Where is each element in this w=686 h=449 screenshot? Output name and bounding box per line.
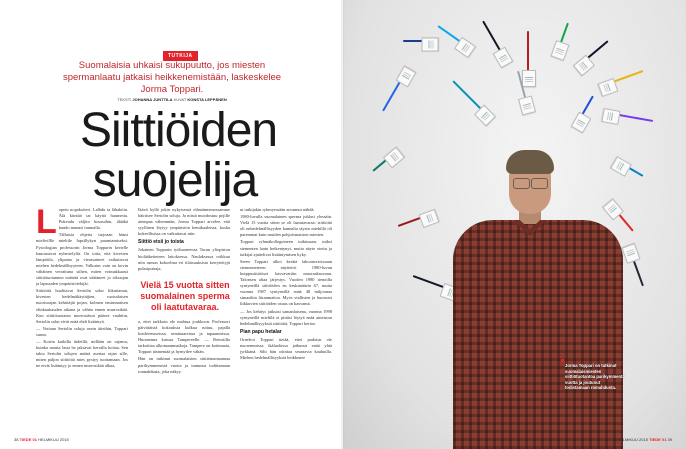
footer-right [617, 437, 672, 442]
col3-para: Ornelroi Toppari tietää, ettei pudotus ole nuoremmissa ikäluokissa jatkunut enää yhtä jyrkkänä. Silti hän odottaa seuraavia kauhuilla. Miehen hedelmällisyyksiä heikkenee [240, 336, 332, 361]
page-gutter [341, 0, 345, 449]
issue-right: 01 [661, 437, 667, 442]
id-badge [422, 38, 439, 52]
date-right: HELMIKUU 2015 [617, 437, 648, 442]
id-badge [522, 70, 536, 87]
photo-caption: Jorma Toppari on tutkinut suomalaismiesten siittiötuotantoa parikymmentä vuotta ja joutunut todistamaan romahdusta. [565, 363, 625, 390]
credits-text-author: JOHANNA JUNTTILA [132, 97, 173, 102]
lens-right [531, 178, 548, 189]
dropcap: L [36, 207, 57, 241]
body-column-2 [138, 207, 230, 422]
col1-para: — Vertaan Sertolin soluja usein äiteihin, Toppari sanoo. [36, 325, 128, 337]
headline-line-1: Siittiöiden [80, 104, 278, 157]
col1-para: Tällaisia ohjeita tarjoaan hänsi mielivillle mieltile lapsillykyn parantamiseksi. Fysiologian professorin Jorma Topparin kertelle kaurastavat nyhertelyltä. On totta, että kivesten lämpötila, ylipaino ja vierasaineet vaikuttavat miehen hedelmällisyyteen. Valkutus vain on kovin vähäinen verrattuna siihen, miten voimakkaasti siittiötuotannon määrää ovat säätäneet jo siksiajan ja lapsuuden ympäristötekijät. [36, 232, 128, 287]
col3-para: 1980-luvulla suomalainen sperma juhlasi ylessäin. Vielä 15 vuotta sitten se oli laatutavaraa: siittiöitä oli nehedelmällisyyden kannalta täysin miehillä oli paremmat kuin muiden pohjoismaisten miesten. [240, 214, 332, 238]
body-column-3 [240, 207, 332, 422]
pullquote: Vielä 15 vuotta sitten suomalainen sperma oli laatutavaraa. [140, 280, 230, 312]
col3-para: — Jos kehitys jatkuisi samanlaisena, vuonna 1998 syntyneillä mieltilä ei pitäisi löytyä enää aineiston hedelmällisyyksiä siittiöitä, Toppari kertoo. [240, 308, 332, 326]
headline [80, 104, 278, 207]
col1-para: — Koirin kaikilla äideillä, millään on rajansa, kuinka monta lasta he jaksavat kerralla hoitaa. Sen takia Sertolin solujen määrä asettaa rajan sille, miten paljon siittiöitä mies pystyy tuottamaan. Jos ne eivät lisääntyy jo ennen murrosikää alkaa, [36, 338, 128, 369]
plaid-shirt [453, 220, 623, 449]
glasses-icon [511, 178, 549, 188]
footer-left [14, 437, 69, 442]
brand-left: TIEDE [19, 437, 32, 442]
credits-photo-label: KUVAT [173, 97, 187, 102]
lanyard-strap [527, 31, 529, 75]
brand-right: TIEDE [649, 437, 661, 442]
issue-left: 01 [32, 437, 37, 442]
page-number-left: 38 [14, 437, 19, 442]
portrait-photo [443, 150, 643, 449]
col1-para: opetu nopakoiteri. Lalhdu ta lähaköin. Älä kiintää tai käyttä huumetta. Pukeudu väljiin housuihin, älääkä haudo munasi tuumalla. [58, 207, 128, 231]
headline-line-2: suojelija [92, 154, 258, 207]
credits-text-label: TEKSTI [117, 97, 132, 102]
col3-para: Toppari ryhmäkollegoineen tutkimaan, miksi siementen laatu heikentynyt, mutta näyte otettu ja tutkijat ajattelivat lisääntymisen kyky. [240, 239, 332, 257]
credits-photo-author: KONSTA LEPPÄNEN [187, 97, 227, 102]
date-left: HELMIKUU 2015 [38, 437, 69, 442]
hair [506, 150, 554, 174]
col3-subhead: Pian papu hetalar [240, 328, 282, 335]
col3-para: Steen Toppari alkoi kerätä laboratorioissaan siemennesteen näytteitä. 1980-luvun huippusiittiöiset kasvavattiin muoraaksuvaan. Talonsen altaa järjestys. Vuoden 1980 tienoilla syntyneillä siittiöiden en keskimäärin 67, mutta vuonna 1987 syntyneillä enää 48 miljoonaa simasikin litranmaitoa. Myös viallisten ja huonosti liikkuvien siittiöiden osuus on kasvanut. [240, 258, 332, 307]
deck-text: Suomalaisia uhkaisi sukupuutto, jos miesten spermanlaatu jatkaisi heikkenemistään, laskeskelee Jorma Toppari. [62, 60, 282, 95]
page-number-right: 39 [667, 437, 672, 442]
lens-left [513, 178, 530, 189]
col2-para: Ikävä kyllä jokin nykyisessä elämänmenossamme häiritsee Sertolin soluja. Ja niistä muodostuu pojille aiempaa vähemmän, Jorma Toppari arvelee, että syyllinen löytyy ympäristön kemikaaleista, koska kokeellisissa on vaikuttavat niin. [138, 207, 230, 237]
col2-para: Hän on tutkinut suomalaisten siittiömainaamaa pariliymmenestä vuotta ja tuntunut todittamaan ronnahdusta, joka näkyy [138, 356, 230, 374]
body-column-1 [36, 207, 128, 422]
section-tag: TUTKIJA [163, 51, 198, 61]
col2-para: a, ettei tarkkoin ole mahtua joukkoon. Professori päivittäisiä kokouksia kulkua ruttuu, pajalla konferensseissa, seminaareissa ja tapaamisissa. Huomenna kutsuu Tampereelle. — Retosiilla tarkoittaa ulkomaanmatkoja. Tampere on kotimaata, Toppari täsmentää ja hymyilee vähän. [138, 318, 230, 355]
col2-subhead: Siittiö etsii jo toista [138, 239, 184, 246]
body-columns [36, 207, 332, 422]
credits-line [82, 97, 262, 102]
right-page [343, 0, 686, 449]
col3-para: ut tutkijakin ryhmyessään arvannut nähdä. [240, 207, 315, 212]
col1-para: Siittiöitä huolitavat Sertolin solut liikuttamat, kivesten hedelmäkäyttäjien, ruotsalaisen nuorisoajan kehittäjät pojan, kolmen ensimmäisen elinkuukauden aikana ja vähän ennen murrosikää. Kun siittiötuotanto murrosiässä pääsee vauhtiin, Sertolin solut eivät enää ehdi lisääntyä. [36, 288, 128, 324]
col2-para: Jokainen Topparin työhuoneessa Turun yliopiston biolääketieteen laitoksessa. Naulaksessa roikkuu niin runsas kokoelma eri tilaisuuksista kerrytettyjä pulssiputraja. [138, 247, 230, 271]
